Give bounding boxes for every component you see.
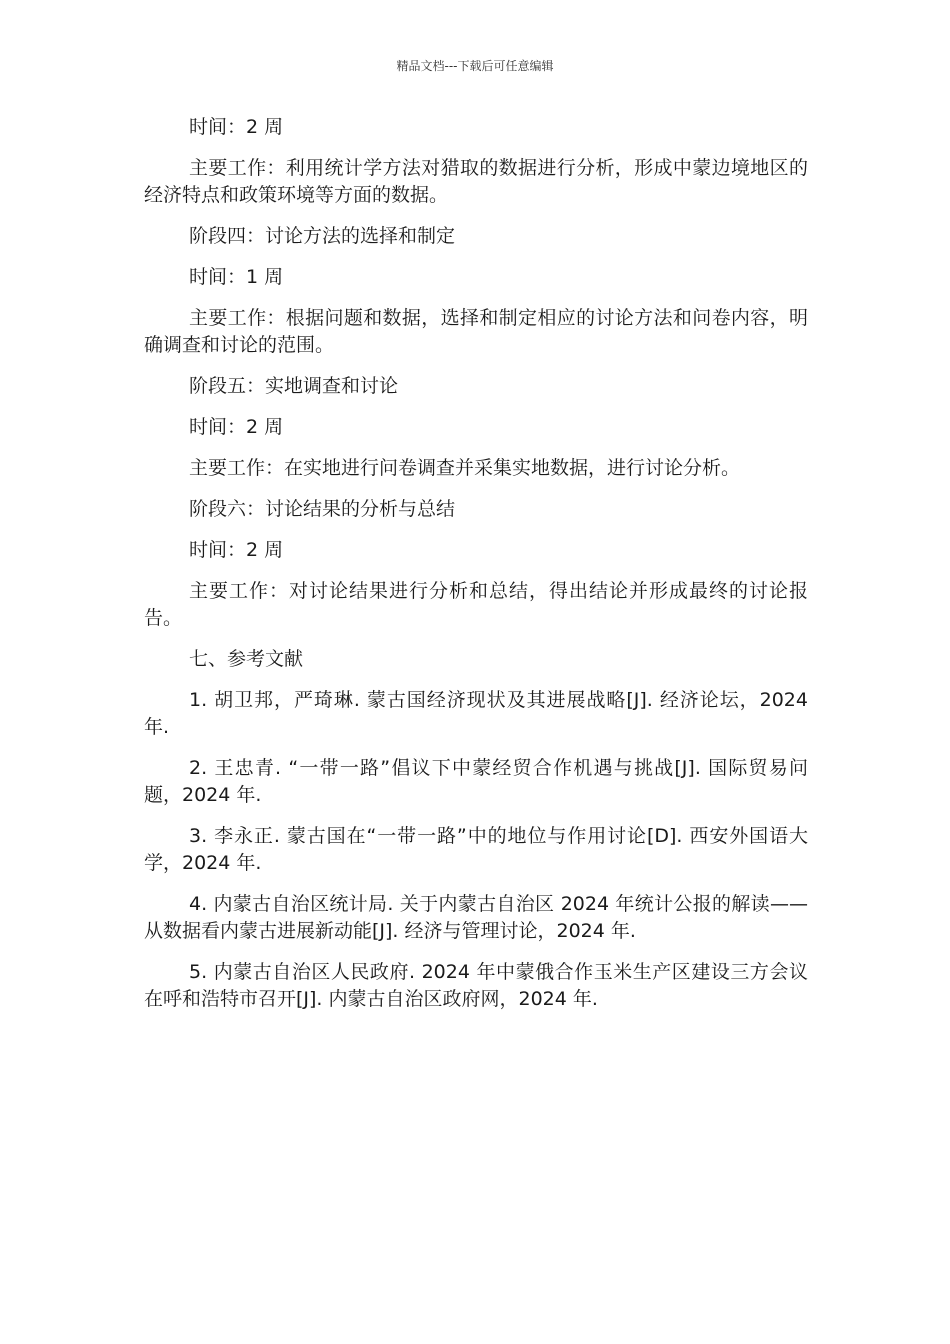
paragraph-time-stage4: 时间：1 周 xyxy=(189,266,284,288)
reference-item-4: 4. 内蒙古自治区统计局. 关于内蒙古自治区 2024 年统计公报的解读——从数据看内蒙古进展新动能[J]. 经济与管理讨论，2024 年. xyxy=(144,893,808,942)
reference-item-1: 1. 胡卫邦，严琦琳. 蒙古国经济现状及其进展战略[J]. 经济论坛，2024 年. xyxy=(144,689,808,738)
reference-item-3: 3. 李永正. 蒙古国在“一带一路”中的地位与作用讨论[D]. 西安外国语大学，2024 年. xyxy=(144,825,808,874)
paragraph-stage6-title: 阶段六：讨论结果的分析与总结 xyxy=(189,498,456,520)
page-header: 精品文档---下载后可任意编辑 xyxy=(396,59,554,73)
paragraph-time-stage5: 时间：2 周 xyxy=(189,416,284,438)
document-body xyxy=(144,114,808,1027)
paragraph-work-stage4: 主要工作：根据问题和数据，选择和制定相应的讨论方法和问卷内容，明确调查和讨论的范围。 xyxy=(144,307,808,356)
paragraph-work-stage5: 主要工作：在实地进行问卷调查并采集实地数据，进行讨论分析。 xyxy=(189,457,741,479)
paragraph-time-stage6: 时间：2 周 xyxy=(189,539,284,561)
reference-item-2: 2. 王忠青. “一带一路”倡议下中蒙经贸合作机遇与挑战[J]. 国际贸易问题，2024 年. xyxy=(144,757,808,806)
paragraph-stage5-title: 阶段五：实地调查和讨论 xyxy=(189,375,399,397)
reference-item-5: 5. 内蒙古自治区人民政府. 2024 年中蒙俄合作玉米生产区建设三方会议在呼和浩特市召开[J]. 内蒙古自治区政府网，2024 年. xyxy=(144,961,808,1010)
paragraph-time-stage3: 时间：2 周 xyxy=(189,116,284,138)
references-heading: 七、参考文献 xyxy=(189,648,304,670)
paragraph-work-stage3: 主要工作：利用统计学方法对猎取的数据进行分析，形成中蒙边境地区的经济特点和政策环境等方面的数据。 xyxy=(144,157,808,206)
paragraph-stage4-title: 阶段四：讨论方法的选择和制定 xyxy=(189,225,456,247)
paragraph-work-stage6: 主要工作：对讨论结果进行分析和总结，得出结论并形成最终的讨论报告。 xyxy=(144,580,808,629)
